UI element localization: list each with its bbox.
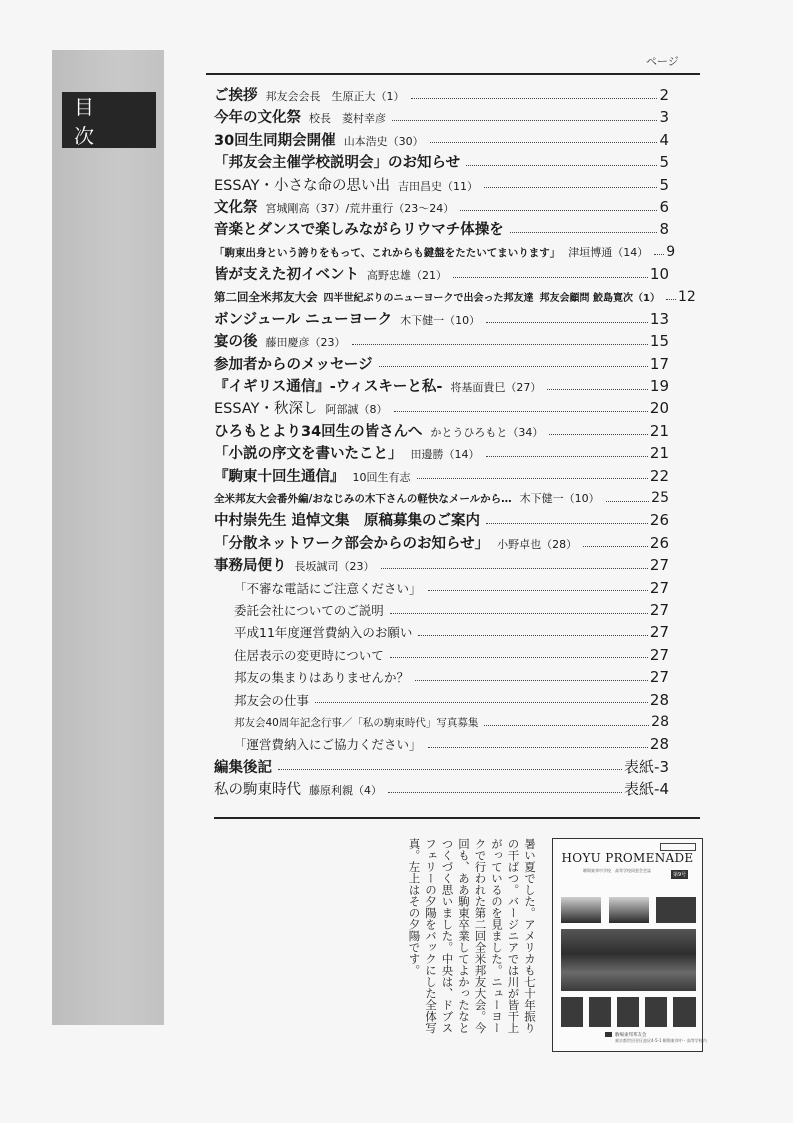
leader-dots [417, 478, 648, 479]
toc-page: 26 [649, 533, 669, 552]
toc-row[interactable] [214, 756, 669, 778]
toc-title: ひろもとより34回生の皆さんへ [214, 423, 423, 440]
toc-title: 私の駒東時代 [214, 782, 301, 799]
magazine-cover-thumbnail [552, 838, 707, 1052]
toc-title: 文化祭 [214, 199, 258, 216]
leader-dots [460, 210, 657, 211]
bottom-rule [214, 817, 700, 819]
toc-title: 「分散ネットワーク部会からのお知らせ」 [214, 535, 490, 552]
leader-dots [411, 98, 658, 99]
toc-page: 27 [649, 623, 669, 642]
gray-sidebar-band [52, 50, 164, 1025]
toc-row[interactable] [214, 218, 669, 240]
event-photo [656, 897, 696, 923]
toc-subrow[interactable] [214, 644, 669, 666]
toc-page: 27 [649, 578, 669, 597]
leader-dots [379, 366, 648, 367]
toc-title: 「邦友会主催学校説明会」のお知らせ [214, 155, 461, 172]
group-photo [561, 929, 696, 991]
leader-dots [583, 546, 648, 547]
toc-title: 委託会社についてのご説明 [234, 602, 384, 618]
toc-subrow[interactable] [214, 621, 669, 643]
toc-title: 第二回全米邦友大会 [214, 289, 318, 304]
page-column-label: ページ [646, 55, 679, 68]
toc-row[interactable] [214, 196, 669, 218]
toc-page: 27 [649, 556, 669, 575]
leader-dots [453, 277, 648, 278]
toc-row[interactable] [214, 84, 669, 106]
toc-page: 10 [649, 265, 669, 284]
toc-author: 長坂誠司（23） [294, 560, 375, 574]
toc-row[interactable] [214, 420, 669, 442]
toc-row[interactable] [214, 308, 669, 330]
toc-page: 28 [649, 690, 669, 709]
leader-dots [666, 299, 676, 300]
toc-author: 藤原利親（4） [309, 784, 382, 798]
toc-page: 12 [677, 288, 696, 305]
toc-title: 邦友会40周年記念行事／「私の駒東時代」写真募集 [234, 716, 479, 729]
cover-tag-box [660, 843, 696, 851]
toc-subrow[interactable] [214, 711, 669, 733]
toc-title: ESSAY・秋深し [214, 401, 318, 418]
toc-subrow[interactable] [214, 599, 669, 621]
leader-dots [278, 769, 622, 770]
leader-dots [428, 747, 648, 748]
toc-author: 津垣博通（14） [568, 245, 649, 259]
leader-dots [484, 187, 657, 188]
leader-dots [486, 523, 648, 524]
leader-dots [381, 568, 648, 569]
contents-heading: 目 次 [62, 92, 156, 148]
toc-page: 28 [651, 713, 669, 730]
leader-dots [394, 411, 648, 412]
toc-title: ボンジュール ニューヨーク [214, 311, 393, 328]
toc-page: 26 [649, 511, 669, 530]
toc-title: 平成11年度運営費納入のお願い [234, 625, 413, 641]
toc-title: 宴の後 [214, 334, 258, 351]
toc-row[interactable] [214, 442, 669, 464]
toc-row[interactable] [214, 263, 669, 285]
toc-row[interactable] [214, 397, 669, 419]
toc-row[interactable] [214, 509, 669, 531]
toc-author: 邦友会会長 生原正大（1） [265, 90, 405, 103]
small-photo [561, 997, 583, 1027]
toc-author: 邦友会顧問 鮫島寛次（1） [539, 292, 660, 304]
toc-author: かとうひろもと（34） [430, 425, 544, 439]
leader-dots [466, 165, 657, 166]
cover-title: HOYU PROMENADE [561, 851, 694, 865]
toc-row[interactable] [214, 106, 669, 128]
toc-page: 27 [649, 645, 669, 664]
leader-dots [547, 389, 648, 390]
leader-dots [418, 635, 647, 636]
cover-issue-badge: 第9号 [673, 872, 687, 878]
toc-row[interactable] [214, 532, 669, 554]
toc-author: 藤田慶彦（23） [265, 336, 346, 350]
toc-page: 25 [651, 490, 669, 507]
top-rule [206, 73, 700, 75]
toc-page: 8 [659, 220, 669, 239]
toc-subrow[interactable] [214, 666, 669, 688]
leader-dots [390, 613, 648, 614]
toc-author: 宮城剛高（37）/荒井重行（23〜24） [265, 201, 455, 215]
toc-page: 20 [649, 399, 669, 418]
leader-dots [428, 590, 648, 591]
toc-subrow[interactable] [214, 733, 669, 755]
leader-dots [549, 434, 648, 435]
leader-dots [654, 254, 664, 255]
toc-author: 田邊勝（14） [410, 448, 480, 462]
small-photo [589, 997, 611, 1027]
small-photo [617, 997, 639, 1027]
toc-title: 『駒東十回生通信』 [214, 468, 345, 485]
cover-subtitle: 駒場東邦中学校 高等学校同窓会会誌 [583, 868, 651, 873]
leader-dots [486, 456, 648, 457]
small-photo [645, 997, 667, 1027]
leader-dots [415, 680, 648, 681]
toc-row[interactable] [214, 129, 669, 151]
sunset-photo [561, 897, 601, 923]
toc-title: 「不審な電話にご注意ください」 [234, 580, 422, 596]
toc-row[interactable] [214, 174, 669, 196]
toc-page: 6 [659, 197, 669, 216]
toc-page: 13 [649, 309, 669, 328]
toc-page: 4 [659, 130, 669, 149]
leader-dots [315, 702, 648, 703]
toc-title: 30回生同期会開催 [214, 132, 336, 149]
toc-title: 『イギリス通信』-ウィスキーと私- [214, 379, 443, 396]
toc-row[interactable] [214, 241, 676, 263]
small-photo [673, 997, 696, 1027]
toc-title: 事務局便り [214, 558, 287, 575]
toc-author: 将基面貴巳（27） [450, 381, 542, 395]
toc-row[interactable] [214, 151, 669, 173]
toc-title: 邦友会の仕事 [234, 692, 310, 708]
cover-photo-caption: 暑い夏でした。アメリカも七十年振りの干ばつ。バージニアでは川が皆干上がっているのを見ました。ニューヨークで行われた第二回全米邦友大会。今回も、ああ駒東卒業してよかったなとつくづく思いました。中央は、ドブスフェリーの夕陽をバックにした全体写真。左上はその夕陽です。 [407, 838, 537, 1034]
cover-publisher: 駒場東邦邦友会 [615, 1033, 647, 1038]
leader-dots [486, 322, 648, 323]
toc-row[interactable] [214, 286, 696, 308]
toc-subtitle: 四半世紀ぶりのニューヨークで出会った邦友達 [323, 292, 534, 304]
toc-author: 小野卓也（28） [497, 537, 578, 551]
toc-row[interactable] [214, 353, 669, 375]
toc-author: 山本浩史（30） [343, 134, 424, 148]
toc-page: 21 [649, 421, 669, 440]
toc-page: 22 [649, 466, 669, 485]
toc-page: 9 [666, 243, 676, 260]
toc-page: 19 [649, 377, 669, 396]
toc-page: 5 [659, 153, 669, 172]
toc-row[interactable] [214, 778, 669, 800]
toc-title: 「駒東出身という誇りをもって、これからも鍵盤をたたいてまいります」 [214, 246, 561, 259]
cover-footer-mark [605, 1032, 612, 1037]
leader-dots [390, 657, 648, 658]
toc-row[interactable] [214, 554, 669, 576]
leader-dots [352, 344, 648, 345]
toc-title: 「運営費納入にご協力ください」 [234, 737, 422, 753]
toc-author: 吉田昌史（11） [398, 179, 478, 193]
toc-row[interactable] [214, 465, 669, 487]
toc-page: 27 [649, 668, 669, 687]
toc-title: ESSAY・小さな命の思い出 [214, 177, 390, 194]
toc-page: 27 [649, 600, 669, 619]
toc-author: 木下健一（10） [519, 492, 600, 506]
cover-address: 東京都世田谷区池尻4-5-1 駒場東邦中・高等学校内 [615, 1038, 707, 1043]
toc-author: 高野忠雄（21） [367, 269, 447, 283]
toc-title: 編集後記 [214, 759, 272, 776]
toc-page: 17 [649, 354, 669, 373]
toc-subrow[interactable] [214, 689, 669, 711]
toc-title: 住居表示の変更時について [234, 647, 384, 663]
leader-dots [606, 501, 650, 502]
toc-page: 28 [649, 735, 669, 754]
leader-dots [388, 792, 622, 793]
toc-title: 「小説の序文を書いたこと」 [214, 446, 403, 463]
toc-page: 2 [659, 86, 669, 104]
toc-title: 今年の文化祭 [214, 110, 301, 127]
toc-page: 5 [659, 175, 669, 194]
toc-page: 21 [649, 444, 669, 463]
toc-title: ご挨拶 [214, 88, 258, 104]
toc-title: 中村崇先生 追悼文集 原稿募集のご案内 [214, 513, 481, 530]
toc-row[interactable] [214, 375, 669, 397]
skyline-photo [609, 897, 649, 923]
toc-page: 表紙-3 [624, 757, 669, 776]
leader-dots [484, 725, 649, 726]
toc-author: 阿部誠（8） [325, 403, 388, 417]
toc-subrow[interactable] [214, 577, 669, 599]
toc-title: 皆が支えた初イベント [214, 267, 359, 284]
toc-title: 参加者からのメッセージ [214, 356, 373, 373]
toc-page: 3 [659, 108, 669, 127]
leader-dots [510, 232, 658, 233]
toc-title: 全米邦友大会番外編/おなじみの木下さんの軽快なメールから… [214, 493, 512, 506]
toc-author: 10回生有志 [352, 470, 411, 484]
toc-row[interactable] [214, 330, 669, 352]
toc-page: 15 [649, 332, 669, 351]
toc-row[interactable] [214, 487, 669, 509]
toc-page: 表紙-4 [624, 780, 669, 799]
leader-dots [392, 120, 657, 121]
leader-dots [430, 142, 658, 143]
toc-title: 音楽とダンスで楽しみながらリウマチ体操を [214, 222, 504, 239]
toc-author: 校長 菱村幸彦 [309, 112, 386, 126]
table-of-contents [214, 84, 696, 801]
toc-author: 木下健一（10） [400, 313, 481, 327]
toc-title: 邦友の集まりはありませんか？ [234, 670, 410, 686]
